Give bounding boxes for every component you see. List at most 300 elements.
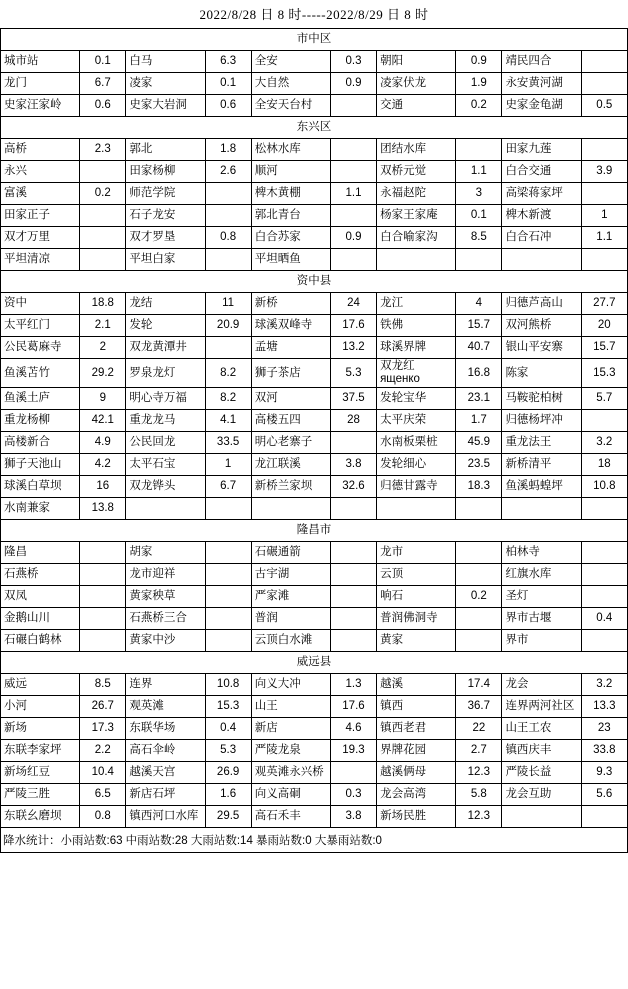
table-row: [1, 586, 628, 608]
rainfall-value-cell: 26.9: [205, 762, 251, 784]
station-name-cell: 镇西庆丰: [502, 740, 581, 762]
rainfall-value-cell: [456, 608, 502, 630]
rainfall-value-cell: 0.3: [330, 784, 376, 806]
station-name-cell: 云顶: [377, 564, 456, 586]
rainfall-value-cell: [205, 337, 251, 359]
rainfall-value-cell: 1.1: [456, 161, 502, 183]
station-name-cell: 双龙红ященко: [377, 359, 456, 388]
station-name-cell: 太平石宝: [126, 454, 205, 476]
rainfall-value-cell: [80, 564, 126, 586]
station-name-cell: 城市站: [1, 51, 80, 73]
rainfall-value-cell: 17.4: [456, 674, 502, 696]
table-row: [1, 337, 628, 359]
rainfall-value-cell: [205, 498, 251, 520]
rainfall-value-cell: 1: [205, 454, 251, 476]
rainfall-value-cell: [581, 139, 627, 161]
table-row: [1, 161, 628, 183]
station-name-cell: 白合苏家: [251, 227, 330, 249]
station-name-cell: 界市: [502, 630, 581, 652]
station-name-cell: [251, 498, 330, 520]
station-name-cell: 球溪界牌: [377, 337, 456, 359]
station-name-cell: 归德甘露寺: [377, 476, 456, 498]
station-name-cell: [502, 498, 581, 520]
section-title: 东兴区: [1, 117, 628, 139]
rainfall-value-cell: 17.6: [330, 696, 376, 718]
section-header-row: [1, 652, 628, 674]
rainfall-value-cell: [581, 586, 627, 608]
station-name-cell: 太平红门: [1, 315, 80, 337]
station-name-cell: 鱼溪蚂蝗坪: [502, 476, 581, 498]
rainfall-value-cell: 20: [581, 315, 627, 337]
rainfall-value-cell: [581, 410, 627, 432]
station-name-cell: 柏林寺: [502, 542, 581, 564]
rainfall-value-cell: 42.1: [80, 410, 126, 432]
table-row: [1, 674, 628, 696]
rainfall-value-cell: [581, 498, 627, 520]
rainfall-value-cell: 1.7: [456, 410, 502, 432]
station-name-cell: 高楼新合: [1, 432, 80, 454]
station-name-cell: 严陵长益: [502, 762, 581, 784]
station-name-cell: 小河: [1, 696, 80, 718]
station-name-cell: 鱼溪苫竹: [1, 359, 80, 388]
table-row: [1, 432, 628, 454]
rainfall-value-cell: 23.1: [456, 388, 502, 410]
section-title: 市中区: [1, 29, 628, 51]
rainfall-value-cell: 4.2: [80, 454, 126, 476]
station-name-cell: 隆昌: [1, 542, 80, 564]
rainfall-value-cell: 18: [581, 454, 627, 476]
station-name-cell: 发轮细心: [377, 454, 456, 476]
rainfall-value-cell: [205, 249, 251, 271]
station-name-cell: 镇西河口水库: [126, 806, 205, 828]
rainfall-value-cell: [456, 498, 502, 520]
station-name-cell: 金鹅山川: [1, 608, 80, 630]
table-row: [1, 359, 628, 388]
station-name-cell: 观英滩永兴桥: [251, 762, 330, 784]
rainfall-value-cell: 1.6: [205, 784, 251, 806]
rainfall-value-cell: 1.1: [581, 227, 627, 249]
station-name-cell: 发轮宝华: [377, 388, 456, 410]
rainfall-value-cell: [456, 249, 502, 271]
rainfall-value-cell: [80, 630, 126, 652]
rainfall-value-cell: 23.5: [456, 454, 502, 476]
station-name-cell: 普润佛洞寺: [377, 608, 456, 630]
rainfall-value-cell: 10.8: [581, 476, 627, 498]
rainfall-value-cell: 5.7: [581, 388, 627, 410]
station-name-cell: 鱼溪土庐: [1, 388, 80, 410]
station-name-cell: 永兴: [1, 161, 80, 183]
station-name-cell: 双河熊桥: [502, 315, 581, 337]
station-name-cell: 高楼五四: [251, 410, 330, 432]
station-name-cell: 史家大岩洞: [126, 95, 205, 117]
rainfall-value-cell: [330, 630, 376, 652]
rainfall-value-cell: [581, 51, 627, 73]
station-name-cell: 明心老寨子: [251, 432, 330, 454]
rainfall-value-cell: 6.7: [205, 476, 251, 498]
rainfall-value-cell: 2.6: [205, 161, 251, 183]
rainfall-table-body: [1, 29, 628, 828]
section-header-row: [1, 520, 628, 542]
rainfall-value-cell: [581, 542, 627, 564]
station-name-cell: 镇西老君: [377, 718, 456, 740]
station-name-cell: 白合石冲: [502, 227, 581, 249]
table-row: [1, 73, 628, 95]
station-name-cell: 新场: [1, 718, 80, 740]
station-name-cell: 重龙杨柳: [1, 410, 80, 432]
rainfall-value-cell: 37.5: [330, 388, 376, 410]
rainfall-value-cell: 33.8: [581, 740, 627, 762]
rainfall-value-cell: 11: [205, 293, 251, 315]
station-name-cell: 双才万里: [1, 227, 80, 249]
section-title: 隆昌市: [1, 520, 628, 542]
table-row: [1, 315, 628, 337]
rainfall-value-cell: [581, 806, 627, 828]
section-header-row: [1, 271, 628, 293]
rainfall-value-cell: 0.8: [80, 806, 126, 828]
station-name-cell: 石燕桥三合: [126, 608, 205, 630]
station-name-cell: 双河: [251, 388, 330, 410]
rainfall-value-cell: 5.3: [330, 359, 376, 388]
table-row: [1, 476, 628, 498]
rainfall-value-cell: 1.3: [330, 674, 376, 696]
station-name-cell: 双桥元觉: [377, 161, 456, 183]
station-name-cell: 龙结: [126, 293, 205, 315]
station-name-cell: 靖民四合: [502, 51, 581, 73]
rainfall-value-cell: [205, 564, 251, 586]
station-name-cell: 红旗水库: [502, 564, 581, 586]
rainfall-value-cell: [80, 205, 126, 227]
rainfall-value-cell: [80, 542, 126, 564]
section-title: 威远县: [1, 652, 628, 674]
rainfall-value-cell: 0.9: [330, 227, 376, 249]
station-name-cell: 石子龙安: [126, 205, 205, 227]
station-name-cell: 明心寺万福: [126, 388, 205, 410]
rainfall-value-cell: 1: [581, 205, 627, 227]
station-name-cell: 田家九莲: [502, 139, 581, 161]
station-name-cell: 龙门: [1, 73, 80, 95]
station-name-cell: 连界两河社区: [502, 696, 581, 718]
section-title: 资中县: [1, 271, 628, 293]
rainfall-value-cell: [330, 608, 376, 630]
table-row: [1, 293, 628, 315]
rainfall-value-cell: 13.3: [581, 696, 627, 718]
rainfall-value-cell: 16: [80, 476, 126, 498]
station-name-cell: 发轮: [126, 315, 205, 337]
table-row: [1, 740, 628, 762]
station-name-cell: 普润: [251, 608, 330, 630]
rainfall-value-cell: [581, 564, 627, 586]
station-name-cell: 山王工农: [502, 718, 581, 740]
station-name-cell: 越溪俩母: [377, 762, 456, 784]
station-name-cell: 胡家: [126, 542, 205, 564]
section-header-row: [1, 117, 628, 139]
table-row: [1, 205, 628, 227]
rainfall-value-cell: 0.2: [456, 586, 502, 608]
rainfall-value-cell: 4.1: [205, 410, 251, 432]
station-name-cell: 富溪: [1, 183, 80, 205]
rainfall-value-cell: 15.7: [456, 315, 502, 337]
station-name-cell: 高桥: [1, 139, 80, 161]
station-name-cell: 球溪白草坝: [1, 476, 80, 498]
station-name-cell: 交通: [377, 95, 456, 117]
table-row: [1, 806, 628, 828]
page-title: 2022/8/28 日 8 时-----2022/8/29 日 8 时: [199, 7, 429, 22]
rainfall-value-cell: [205, 630, 251, 652]
rainfall-value-cell: [330, 542, 376, 564]
station-name-cell: 高石禾丰: [251, 806, 330, 828]
station-name-cell: 郭北青台: [251, 205, 330, 227]
rainfall-value-cell: [581, 73, 627, 95]
station-name-cell: 威远: [1, 674, 80, 696]
station-name-cell: 永福赵陀: [377, 183, 456, 205]
station-name-cell: 严家滩: [251, 586, 330, 608]
station-name-cell: 新桥兰家坝: [251, 476, 330, 498]
rainfall-value-cell: 32.6: [330, 476, 376, 498]
rainfall-value-cell: 26.7: [80, 696, 126, 718]
station-name-cell: 龙市迎祥: [126, 564, 205, 586]
rainfall-value-cell: 0.9: [330, 73, 376, 95]
station-name-cell: 狮子天池山: [1, 454, 80, 476]
rainfall-value-cell: 0.4: [581, 608, 627, 630]
rainfall-value-cell: [456, 630, 502, 652]
rainfall-value-cell: 13.2: [330, 337, 376, 359]
table-row: [1, 762, 628, 784]
station-name-cell: 东联李家坪: [1, 740, 80, 762]
station-name-cell: 高梁蒋家坪: [502, 183, 581, 205]
station-name-cell: 重龙龙马: [126, 410, 205, 432]
table-row: [1, 410, 628, 432]
station-name-cell: 朝阳: [377, 51, 456, 73]
table-row: [1, 95, 628, 117]
rainfall-value-cell: [205, 586, 251, 608]
station-name-cell: 凌家: [126, 73, 205, 95]
table-row: [1, 227, 628, 249]
rainfall-value-cell: 24: [330, 293, 376, 315]
rainfall-value-cell: [330, 95, 376, 117]
rainfall-value-cell: [80, 608, 126, 630]
station-name-cell: 石碾白鹤林: [1, 630, 80, 652]
rainfall-value-cell: 0.2: [80, 183, 126, 205]
station-name-cell: 龙会互助: [502, 784, 581, 806]
rainfall-value-cell: 4.6: [330, 718, 376, 740]
station-name-cell: 双龙铧头: [126, 476, 205, 498]
rainfall-value-cell: 15.3: [205, 696, 251, 718]
table-row: [1, 249, 628, 271]
rainfall-value-cell: 8.2: [205, 388, 251, 410]
rainfall-value-cell: 17.3: [80, 718, 126, 740]
table-row: [1, 139, 628, 161]
rainfall-value-cell: 5.6: [581, 784, 627, 806]
station-name-cell: 石燕桥: [1, 564, 80, 586]
station-name-cell: 归德芦高山: [502, 293, 581, 315]
station-name-cell: [377, 249, 456, 271]
section-header-row: [1, 29, 628, 51]
station-name-cell: 圣灯: [502, 586, 581, 608]
rainfall-value-cell: 18.8: [80, 293, 126, 315]
table-row: [1, 564, 628, 586]
table-row: [1, 498, 628, 520]
rainfall-value-cell: 27.7: [581, 293, 627, 315]
station-name-cell: 椑木黄棚: [251, 183, 330, 205]
rainfall-value-cell: [205, 542, 251, 564]
station-name-cell: 镇西: [377, 696, 456, 718]
rainfall-value-cell: [80, 161, 126, 183]
station-name-cell: 郭北: [126, 139, 205, 161]
station-name-cell: 白合交通: [502, 161, 581, 183]
rainfall-value-cell: 6.5: [80, 784, 126, 806]
station-name-cell: 黄家: [377, 630, 456, 652]
rainfall-value-cell: 15.3: [581, 359, 627, 388]
station-name-cell: 黄家秧草: [126, 586, 205, 608]
rainfall-value-cell: 12.3: [456, 762, 502, 784]
station-name-cell: 黄家中沙: [126, 630, 205, 652]
station-name-cell: 严陵三胜: [1, 784, 80, 806]
station-name-cell: [126, 498, 205, 520]
rainfall-value-cell: 40.7: [456, 337, 502, 359]
station-name-cell: 观英滩: [126, 696, 205, 718]
station-name-cell: 永安黄河湖: [502, 73, 581, 95]
station-name-cell: 向义大冲: [251, 674, 330, 696]
station-name-cell: 高石伞岭: [126, 740, 205, 762]
station-name-cell: 平坦白家: [126, 249, 205, 271]
station-name-cell: 马鞍驼柏树: [502, 388, 581, 410]
table-row: [1, 784, 628, 806]
station-name-cell: 新店石坪: [126, 784, 205, 806]
station-name-cell: 陈家: [502, 359, 581, 388]
station-name-cell: 界市古堰: [502, 608, 581, 630]
rainfall-value-cell: [330, 249, 376, 271]
rainfall-value-cell: 17.6: [330, 315, 376, 337]
station-name-cell: [502, 249, 581, 271]
rainfall-table: [0, 28, 628, 828]
station-name-cell: 东联华场: [126, 718, 205, 740]
station-name-cell: 重龙法王: [502, 432, 581, 454]
station-name-cell: 龙市: [377, 542, 456, 564]
rainfall-value-cell: 0.9: [456, 51, 502, 73]
station-name-cell: 龙江联溪: [251, 454, 330, 476]
rainfall-value-cell: 5.3: [205, 740, 251, 762]
station-name-cell: 新桥清平: [502, 454, 581, 476]
table-row: [1, 630, 628, 652]
rainfall-value-cell: 8.2: [205, 359, 251, 388]
station-name-cell: 顺河: [251, 161, 330, 183]
station-name-cell: 全安天台村: [251, 95, 330, 117]
station-name-cell: 团结水库: [377, 139, 456, 161]
rainfall-value-cell: 9.3: [581, 762, 627, 784]
station-name-cell: 新场红豆: [1, 762, 80, 784]
rainfall-value-cell: [330, 139, 376, 161]
rainfall-value-cell: 3.2: [581, 432, 627, 454]
rainfall-value-cell: 3: [456, 183, 502, 205]
rainfall-value-cell: [80, 227, 126, 249]
rainfall-value-cell: 36.7: [456, 696, 502, 718]
rainfall-value-cell: 20.9: [205, 315, 251, 337]
rainfall-value-cell: 0.1: [80, 51, 126, 73]
rainfall-value-cell: [80, 586, 126, 608]
table-row: [1, 608, 628, 630]
rainfall-value-cell: 1.9: [456, 73, 502, 95]
station-name-cell: 新店: [251, 718, 330, 740]
station-name-cell: 龙会高湾: [377, 784, 456, 806]
station-name-cell: 白马: [126, 51, 205, 73]
station-name-cell: 归德杨坪冲: [502, 410, 581, 432]
station-name-cell: 球溪双峰寺: [251, 315, 330, 337]
table-row: [1, 388, 628, 410]
rainfall-value-cell: 19.3: [330, 740, 376, 762]
table-row: [1, 454, 628, 476]
station-name-cell: 越溪天宫: [126, 762, 205, 784]
station-name-cell: 孟塘: [251, 337, 330, 359]
rainfall-value-cell: 23: [581, 718, 627, 740]
station-name-cell: 白合喻家沟: [377, 227, 456, 249]
rainfall-value-cell: 5.8: [456, 784, 502, 806]
station-name-cell: 新场民胜: [377, 806, 456, 828]
station-name-cell: 龙江: [377, 293, 456, 315]
rainfall-value-cell: [456, 139, 502, 161]
station-name-cell: 山王: [251, 696, 330, 718]
rainfall-value-cell: 13.8: [80, 498, 126, 520]
station-name-cell: 双才罗垦: [126, 227, 205, 249]
station-name-cell: 全安: [251, 51, 330, 73]
rainfall-value-cell: [581, 630, 627, 652]
rainfall-value-cell: [205, 205, 251, 227]
station-name-cell: 罗泉龙灯: [126, 359, 205, 388]
rainfall-value-cell: 15.7: [581, 337, 627, 359]
table-row: [1, 718, 628, 740]
rainfall-value-cell: 8.5: [456, 227, 502, 249]
station-name-cell: 龙会: [502, 674, 581, 696]
rainfall-value-cell: [456, 564, 502, 586]
table-row: [1, 696, 628, 718]
rainfall-value-cell: 2.7: [456, 740, 502, 762]
rainfall-value-cell: 1.1: [330, 183, 376, 205]
station-name-cell: 双凤: [1, 586, 80, 608]
station-name-cell: 凌家伏龙: [377, 73, 456, 95]
rainfall-value-cell: 16.8: [456, 359, 502, 388]
rainfall-value-cell: 0.1: [205, 73, 251, 95]
rainfall-value-cell: [330, 762, 376, 784]
rainfall-value-cell: [330, 161, 376, 183]
station-name-cell: 连界: [126, 674, 205, 696]
station-name-cell: 严陵龙泉: [251, 740, 330, 762]
table-row: [1, 183, 628, 205]
station-name-cell: 松林水库: [251, 139, 330, 161]
station-name-cell: 新桥: [251, 293, 330, 315]
station-name-cell: 云顶白水滩: [251, 630, 330, 652]
station-name-cell: 狮子茶店: [251, 359, 330, 388]
rainfall-value-cell: 2.1: [80, 315, 126, 337]
rainfall-value-cell: 0.2: [456, 95, 502, 117]
station-name-cell: 田家正子: [1, 205, 80, 227]
station-name-cell: 公民回龙: [126, 432, 205, 454]
rainfall-value-cell: 2: [80, 337, 126, 359]
table-row: [1, 542, 628, 564]
rainfall-value-cell: [205, 608, 251, 630]
station-name-cell: 双龙黄潭井: [126, 337, 205, 359]
rainfall-value-cell: 3.9: [581, 161, 627, 183]
rainfall-value-cell: 1.8: [205, 139, 251, 161]
station-name-cell: 水南兼家: [1, 498, 80, 520]
rainfall-value-cell: [330, 432, 376, 454]
rainfall-value-cell: [330, 498, 376, 520]
rainfall-value-cell: 22: [456, 718, 502, 740]
station-name-cell: 杨家王家庵: [377, 205, 456, 227]
rainfall-value-cell: 3.2: [581, 674, 627, 696]
station-name-cell: 铁佛: [377, 315, 456, 337]
rainfall-value-cell: 6.3: [205, 51, 251, 73]
station-name-cell: 水南板栗桩: [377, 432, 456, 454]
station-name-cell: 公民葛麻寺: [1, 337, 80, 359]
